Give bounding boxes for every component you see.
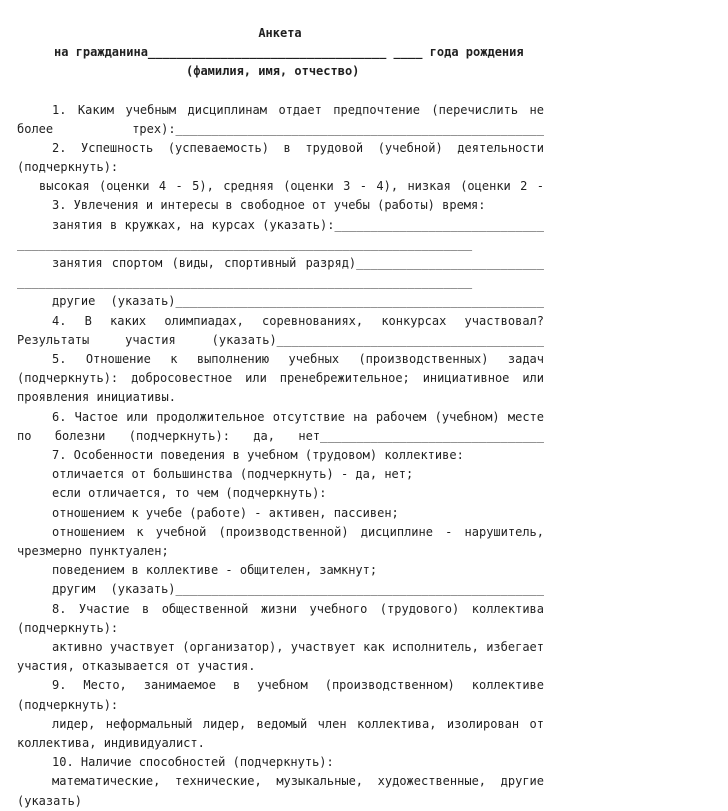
question-3-other: другие (указать)___________________________________________________	[52, 294, 544, 308]
question-4-line-1: 4. В каких олимпиадах, соревнованиях, конкурсах участвовал?	[52, 314, 544, 328]
question-1-line-1: 1. Каким учебным дисциплинам отдает предпочтение (перечислить не	[52, 103, 544, 117]
question-5-line-2: (подчеркнуть): добросовестное или пренебрежительное; инициативное или	[17, 371, 544, 385]
question-9-line-2: (подчеркнуть):	[17, 698, 119, 712]
question-8-line-4: участия, отказывается от участия.	[17, 659, 256, 673]
question-7-line-2: отличается от большинства (подчеркнуть) - да, нет;	[52, 467, 414, 481]
question-7-line-3: если отличается, то чем (подчеркнуть):	[52, 486, 327, 500]
question-1-line-2: более трех):___________________________________________________	[17, 122, 544, 136]
question-7-line-4: отношением к учебе (работе) - активен, пассивен;	[52, 506, 399, 520]
question-7-other: другим (указать)___________________________________________________	[52, 582, 544, 596]
question-3-line-1: 3. Увлечения и интересы в свободное от учебы (работы) время:	[52, 198, 486, 212]
question-8-line-1: 8. Участие в общественной жизни учебного (трудового) коллектива	[52, 602, 544, 616]
question-5-line-3: проявления инициативы.	[17, 390, 176, 404]
question-3-sports: занятия спортом (виды, спортивный разряд)__________________________	[52, 256, 544, 270]
question-7-line-6: чрезмерно пунктуален;	[17, 544, 169, 558]
question-7-line-5: отношением к учебной (производственной) дисциплине - нарушитель,	[52, 525, 544, 539]
question-7-line-7: поведением в коллективе - общителен, замкнут;	[52, 563, 378, 577]
question-9-line-4: коллектива, индивидуалист.	[17, 736, 205, 750]
question-3-sports-blank: _______________________________________________________________	[17, 275, 473, 289]
question-8-line-3: активно участвует (организатор), участвует как исполнитель, избегает	[52, 640, 544, 654]
question-5-line-1: 5. Отношение к выполнению учебных (производственных) задач	[52, 352, 544, 366]
citizen-name-line: на гражданина_________________________________ ____ года рождения	[54, 45, 524, 59]
name-caption: (фамилия, имя, отчество)	[186, 64, 360, 78]
question-10-line-1: 10. Наличие способностей (подчеркнуть):	[52, 755, 334, 769]
question-3-clubs-blank: _______________________________________________________________	[17, 237, 473, 251]
question-6-line-2: по болезни (подчеркнуть): да, нет_______________________________	[17, 429, 544, 443]
question-6-line-1: 6. Частое или продолжительное отсутствие на рабочем (учебном) месте	[52, 410, 544, 424]
form-title: Анкета	[258, 26, 302, 40]
question-3-clubs: занятия в кружках, на курсах (указать):_____________________________	[52, 218, 544, 232]
question-10-line-3: (указать)	[17, 794, 83, 808]
question-10-line-2: математические, технические, музыкальные, художественные, другие	[52, 774, 544, 788]
question-4-line-2: Результаты участия (указать)_____________________________________	[17, 333, 544, 347]
question-2-options: высокая (оценки 4 - 5), средняя (оценки 3 - 4), низкая (оценки 2 -	[39, 179, 544, 193]
question-8-line-2: (подчеркнуть):	[17, 621, 119, 635]
question-2-line-1: 2. Успешность (успеваемость) в трудовой (учебной) деятельности	[52, 141, 544, 155]
question-9-line-3: лидер, неформальный лидер, ведомый член коллектива, изолирован от	[52, 717, 544, 731]
question-9-line-1: 9. Место, занимаемое в учебном (производственном) коллективе	[52, 678, 544, 692]
question-2-line-2: (подчеркнуть):	[17, 160, 119, 174]
question-7-line-1: 7. Особенности поведения в учебном (трудовом) коллективе:	[52, 448, 464, 462]
